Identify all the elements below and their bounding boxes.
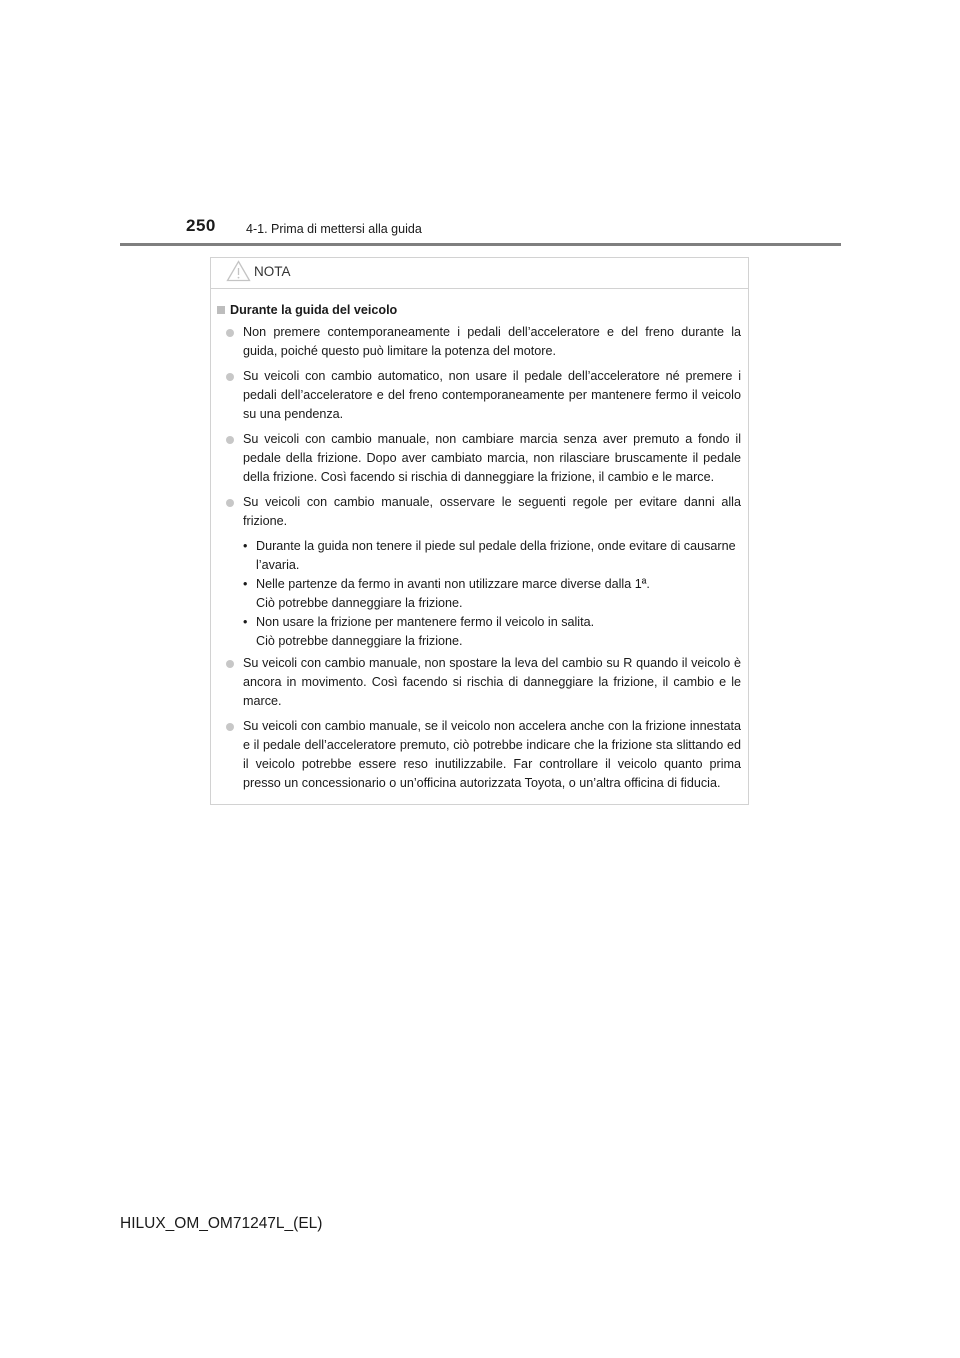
circle-bullet-icon [226,436,234,444]
note-body [211,289,748,793]
sub-list-item [243,537,741,575]
list-item-text: Non premere contemporaneamente i pedali dell’acceleratore e del freno durante la guida, poiché questo può limitare la potenza del motore. [243,325,741,358]
note-label: NOTA [254,264,291,279]
list-item [217,654,741,711]
circle-bullet-icon [226,660,234,668]
square-bullet-icon [217,306,225,314]
list-item-text: Su veicoli con cambio automatico, non usare il pedale dell’acceleratore né premere i pedali dell’acceleratore e del freno contemporaneamente per mantenere fermo il veicolo su una pendenza. [243,369,741,421]
list-item [217,717,741,793]
list-item-text: Su veicoli con cambio manuale, osservare le seguenti regole per evitare danni alla frizione. [243,495,741,528]
list-item [217,430,741,487]
note-box [210,257,749,805]
list-item [217,323,741,361]
sub-bullet: • [243,615,248,629]
circle-bullet-icon [226,373,234,381]
sub-item-note: Ciò potrebbe danneggiare la frizione. [256,596,463,610]
sub-item-text: Non usare la frizione per mantenere fermo il veicolo in salita. [256,615,595,629]
list-item [217,367,741,424]
note-header [211,258,748,289]
note-heading [217,301,741,320]
page-number: 250 [186,216,216,235]
section-title: 4-1. Prima di mettersi alla guida [246,222,422,236]
circle-bullet-icon [226,499,234,507]
list-item-text: Su veicoli con cambio manuale, se il veicolo non accelera anche con la frizione innestata e il pedale dell’acceleratore premuto, ciò potrebbe indicare che la frizione sta slittando ed il veicolo potrebbe essere reso inutilizzabile. Far controllare il veicolo quanto prima presso un concessionario o un’officina autorizzata Toyota, o un’altra officina di fiducia. [243,719,741,790]
sub-item-text: Durante la guida non tenere il piede sul pedale della frizione, onde evitare di causarne l’avaria. [256,539,736,572]
sub-list-item [243,575,741,613]
sub-bullet: • [243,539,248,553]
circle-bullet-icon [226,723,234,731]
list-item-text: Su veicoli con cambio manuale, non cambiare marcia senza aver premuto a fondo il pedale della frizione. Dopo aver cambiato marcia, non rilasciare bruscamente il pedale della frizione. Così facendo si rischia di danneggiare la frizione, il cambio e le marce. [243,432,741,484]
header-rule [120,243,841,246]
footer-doc-code: HILUX_OM_OM71247L_(EL) [120,1215,323,1232]
list-item [217,493,741,531]
sub-item-note: Ciò potrebbe danneggiare la frizione. [256,634,463,648]
note-heading-text: Durante la guida del veicolo [230,303,398,317]
sub-bullet: • [243,577,248,591]
sub-item-text: Nelle partenze da fermo in avanti non utilizzare marce diverse dalla 1ª. [256,577,650,591]
circle-bullet-icon [226,329,234,337]
warning-icon [226,260,251,282]
sub-list [217,537,741,651]
list-item-text: Su veicoli con cambio manuale, non spostare la leva del cambio su R quando il veicolo è ancora in movimento. Così facendo si rischia di danneggiare la frizione, il cambio e le marce. [243,656,741,708]
sub-list-item [243,613,741,651]
